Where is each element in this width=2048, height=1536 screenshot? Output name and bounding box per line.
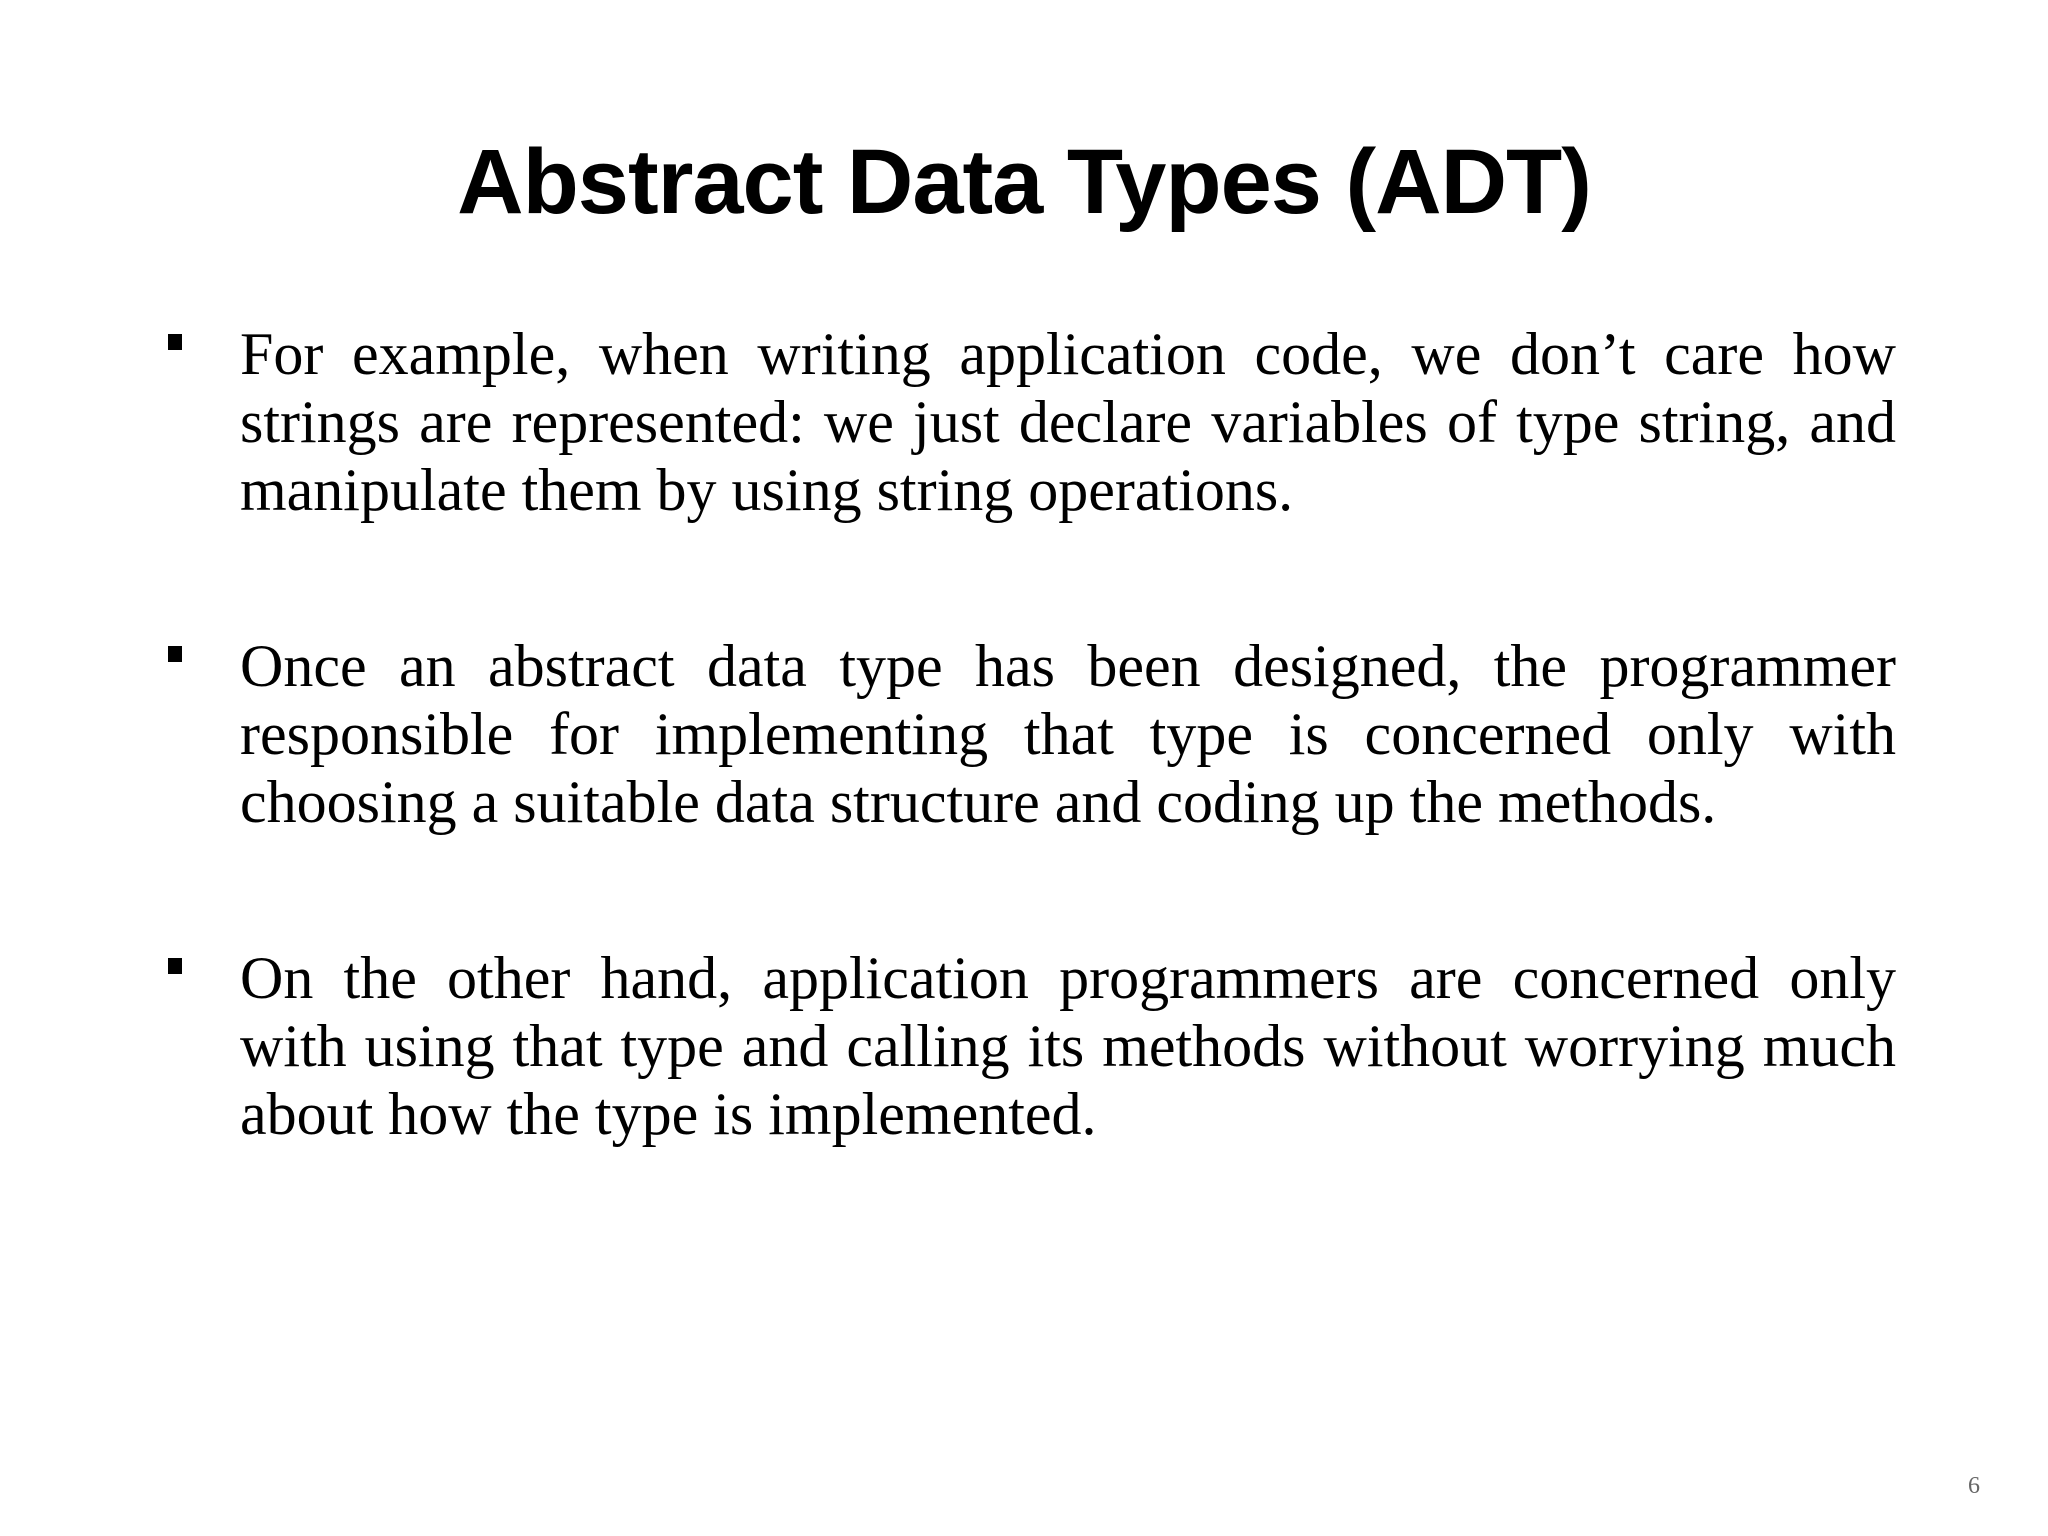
slide-title: Abstract Data Types (ADT) xyxy=(457,131,1591,233)
square-bullet-icon xyxy=(168,646,182,662)
square-bullet-icon xyxy=(168,958,182,974)
bullet-item-1 xyxy=(240,320,1896,524)
square-bullet-icon xyxy=(168,334,182,350)
bullet-item-2 xyxy=(240,632,1896,836)
bullet-text-3: On the other hand, application programmers are concerned only with using that type and calling its methods without worrying much about how the type is implemented. xyxy=(240,945,1896,1147)
bullet-text-2: Once an abstract data type has been designed, the programmer responsible for implementing that type is concerned only with choosing a suitable data structure and coding up the methods. xyxy=(240,633,1896,835)
bullet-text-1: For example, when writing application code, we don’t care how strings are represented: we just declare variables of type string, and manipulate them by using string operations. xyxy=(240,321,1896,523)
bullet-item-3 xyxy=(240,944,1896,1148)
bullet-list xyxy=(240,320,1896,1148)
page-number: 6 xyxy=(1968,1473,1980,1499)
